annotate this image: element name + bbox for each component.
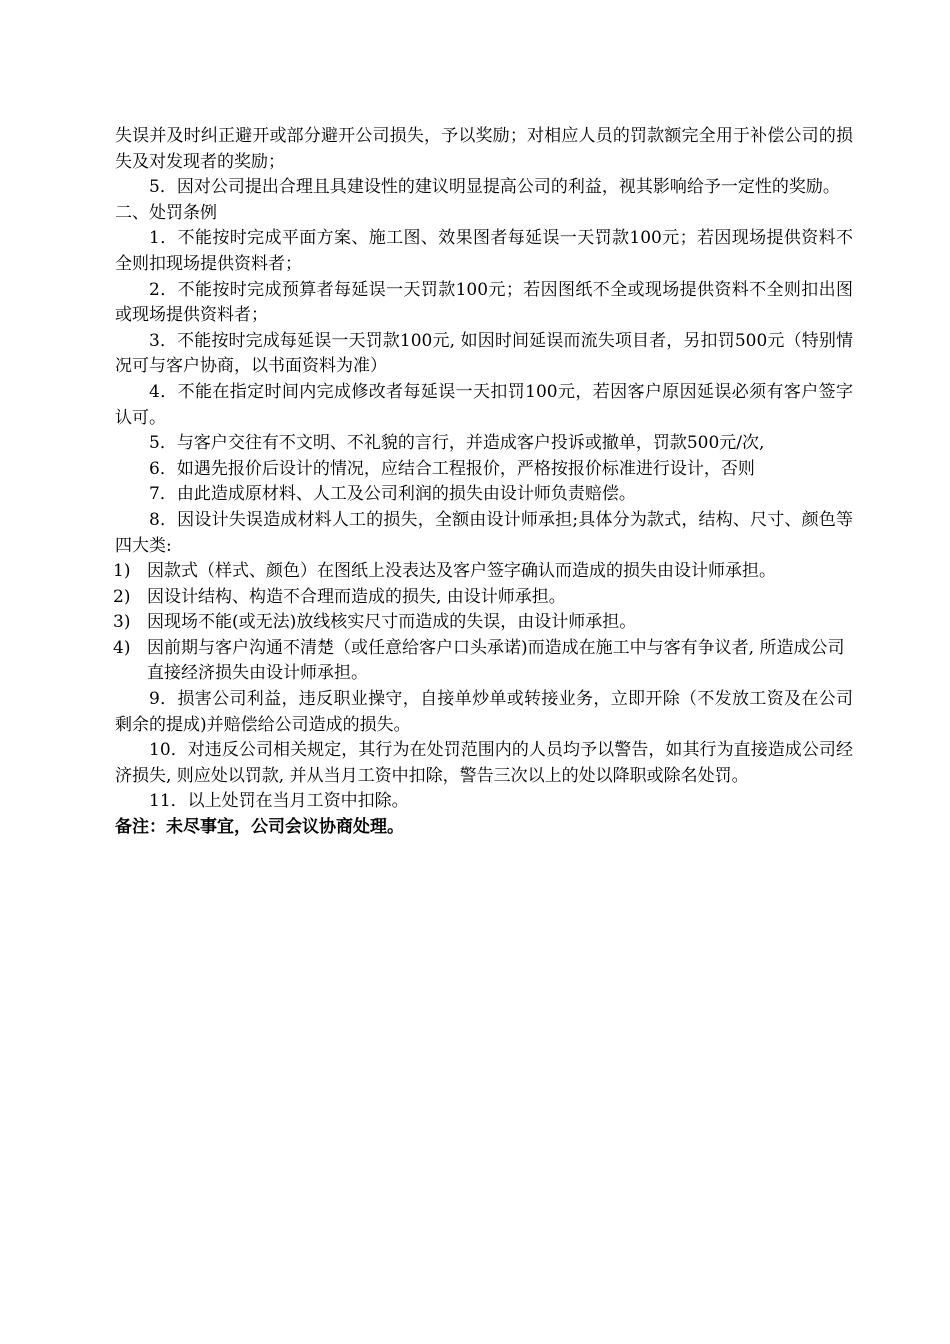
list-number: 3) [113, 612, 131, 633]
paragraph-penalty-11: 11．以上处罚在当月工资中扣除。 [149, 791, 409, 812]
paragraph-penalty-6: 6．如遇先报价后设计的情况，应结合工程报价，严格按报价标准进行设计，否则 [149, 458, 755, 479]
paragraph-reward-continuation: 失误并及时纠正避开或部分避开公司损失，予以奖励；对相应人员的罚款额完全用于补偿公司的损失及对发现者的奖励； [115, 126, 853, 172]
paragraph-reward-5: 5．因对公司提出合理且具建设性的建议明显提高公司的利益，视其影响给予一定性的奖励。 [149, 177, 840, 198]
paragraph-penalty-8: 8．因设计失误造成材料人工的损失，全额由设计师承担;具体分为款式，结构、尺寸、颜色等四大类: [115, 509, 853, 556]
list-number: 4) [113, 637, 131, 658]
paragraph-penalty-4: 4．不能在指定时间内完成修改者每延误一天扣罚100元，若因客户原因延误必须有客户签字认可。 [115, 381, 853, 428]
paragraph-penalty-10: 10．对违反公司相关规定，其行为在处罚范围内的人员均予以警告，如其行为直接造成公司经济损失, 则应处以罚款, 并从当月工资中扣除，警告三次以上的处以降职或除名处罚。 [115, 740, 853, 786]
list-number: 1) [113, 561, 131, 582]
paragraph-penalty-3: 3．不能按时完成每延误一天罚款100元, 如因时间延误而流失项目者，另扣罚500元（特别情况可与客户协商，以书面资料为准） [115, 330, 853, 377]
list-text: 因款式（样式、颜色）在图纸上没表达及客户签字确认而造成的损失由设计师承担。 [147, 561, 776, 582]
list-item [113, 610, 853, 636]
section-heading-penalties: 二、处罚条例 [115, 202, 217, 223]
list-text: 因设计结构、构造不合理而造成的损失, 由设计师承担。 [147, 586, 566, 607]
list-item [113, 559, 853, 585]
list-item [113, 636, 853, 687]
paragraph-penalty-9: 9．损害公司利益，违反职业操守，自接单炒单或转接业务，立即开除（不发放工资及在公司剩余的提成)并赔偿给公司造成的损失。 [115, 689, 853, 735]
list-text: 因前期与客户沟通不清楚（或任意给客户口头承诺)而造成在施工中与客有争议者, 所造成公司直接经济损失由设计师承担。 [147, 637, 845, 684]
closing-note: 备注：未尽事宜，公司会议协商处理。 [115, 817, 404, 838]
list-text: 因现场不能(或无法)放线核实尺寸而造成的失误，由设计师承担。 [147, 612, 637, 633]
list-item [113, 585, 853, 611]
paragraph-penalty-7: 7．由此造成原材料、人工及公司利润的损失由设计师负责赔偿。 [149, 484, 636, 505]
paragraph-penalty-1: 1．不能按时完成平面方案、施工图、效果图者每延误一天罚款100元；若因现场提供资料不全则扣现场提供资料者； [115, 228, 853, 274]
paragraph-penalty-5: 5．与客户交往有不文明、不礼貌的言行，并造成客户投诉或撤单，罚款500元/次, [149, 433, 765, 454]
document-body [115, 124, 853, 841]
paragraph-penalty-2: 2．不能按时完成预算者每延误一天罚款100元；若因图纸不全或现场提供资料不全则扣出图或现场提供资料者； [115, 279, 853, 326]
list-number: 2) [113, 586, 131, 607]
